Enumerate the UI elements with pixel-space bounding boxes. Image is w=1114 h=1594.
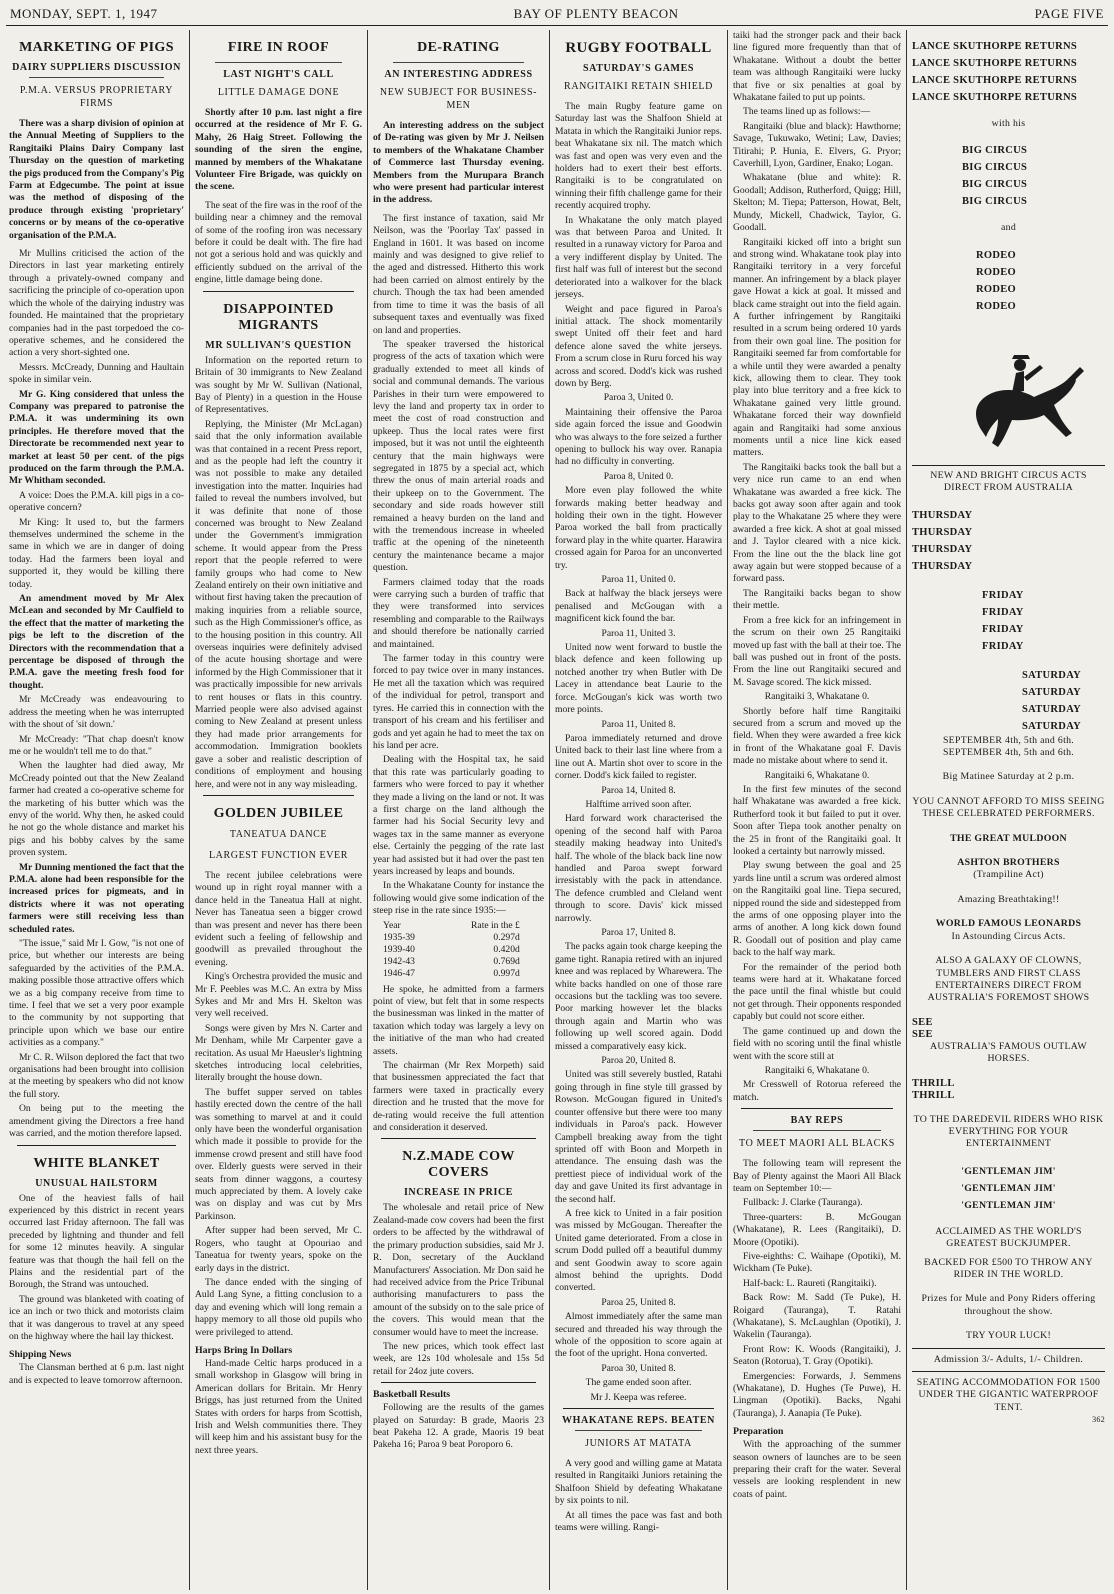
- paragraph: Weight and pace figured in Paroa's initial attack. The shock momentarily swept United off their feet and hard defence alone saved the white jerseys. From a scrum close in Ruru forced his way across and scored. Dodd's kick was rushed down by Berg.: [555, 303, 722, 389]
- paragraph: Mr Cresswell of Rotorua refereed the match.: [733, 1079, 901, 1103]
- paragraph: Emergencies: Forwards, J. Semmens (Whakatane), D. Hughes (Te Puwe), H. Lingman (Opotiki). Backs, Ngahi (Tauranga), J. Aanapia (Te Puke).: [733, 1370, 901, 1419]
- ad-dates: SEPTEMBER 4th, 5th and 6th.: [942, 747, 1075, 759]
- ad-day: SATURDAY: [1022, 686, 1081, 698]
- paragraph: From a free kick for an infringement in the scrum on their own 25 Rangitaiki moved up fast with the ball at their toe. The ball was pushed out in front of the posts. From the line out Rangitaiki secured and M. Savage scored. The kick missed.: [733, 614, 901, 688]
- score-line: Rangitaiki 3, Whakatane 0.: [764, 691, 870, 703]
- shipping-heading: Shipping News: [9, 1349, 72, 1361]
- paragraph: The recent jubilee celebrations were wound up in right royal manner with a dance held in the Taneatua Hall at night. Never has Taneatua seen a bigger crowd than was present and never has there been evident such a feeling of fellowship and goodwill as prevailed throughout the evening.: [195, 869, 362, 968]
- paragraph: A voice: Does the P.M.A. kill pigs in a co-operative concern?: [9, 489, 184, 514]
- article-title-fire: FIRE IN ROOF: [227, 40, 330, 55]
- score-line: Halftime arrived soon after.: [585, 798, 692, 810]
- score-line: Paroa 25, United 8.: [601, 1296, 676, 1308]
- paragraph: The packs again took charge keeping the game tight. Ranapia retired with an injured knee and was replaced by Wharewera. The white backs handled on one of those rare occasions but the tackling was too severe. Poor marking however let the blacks through again and Martin who was following up well scored again. Dodd missed a comparatively easy kick.: [555, 941, 722, 1052]
- circus-advertisement: [907, 30, 1110, 1590]
- article-subtitle: INCREASE IN PRICE: [403, 1187, 514, 1199]
- article-lead: Shortly after 10 p.m. last night a fire occurred at the residence of Mr F. G. Mahy, 26 Haig Street. Following the sounding of the siren the engine, manned by members of the Whakatane Volunteer Fire Brigade, was quickly on the scene.: [195, 107, 362, 193]
- article-title-migrants: DISAPPOINTED MIGRANTS: [223, 301, 334, 333]
- article-lead: An interesting address on the subject of De-rating was given by Mr J. Neilsen to members of the Whakatane Chamber of Commerce last Thursday evening. Members from the Murupara Branch who were present had particular interest in the address.: [373, 120, 544, 206]
- paragraph: Messrs. McCready, Dunning and Haultain spoke in similar vein.: [9, 361, 184, 386]
- paragraph: Mr Mullins criticised the action of the Directors in last year marketing entirely through a privately-owned company and sacrificing the principle of co-operation upon which the whole of the dairying industry was founded. He maintained that the proprietary companies had in the past torpedoed the co-operative schemes, and he considered the action a very short-sighted one.: [9, 248, 184, 359]
- paragraph: Rangitaiki (blue and black): Hawthorne; Savage, Tukuwako, Wetini; Law, Davies; Titirahi; P. Hunia, E. Elvers, G. Pryor; Caverhill, Lyon, Gardiner, Enako; Logan.: [733, 120, 901, 170]
- paragraph: Following are the results of the games played on Saturday: B grade, Maoris 23 beat Pakeha 12. A grade, Maoris 19 beat Pakeha 16; Paroa 9 beat Poroporo 6.: [373, 1402, 544, 1451]
- article-subtitle: TO MEET MAORI ALL BLACKS: [739, 1138, 895, 1150]
- divider: [753, 1130, 881, 1131]
- score-line: Paroa 3, United 0.: [603, 392, 674, 404]
- paragraph: Half-back: L. Raureti (Rangitaiki).: [743, 1277, 877, 1289]
- article-title-white-blanket: WHITE BLANKET: [33, 1155, 160, 1171]
- paragraph: Information on the reported return to Britain of 30 immigrants to New Zealand was sought by Mr W. Sullivan (National, Bay of Plenty) in a question in the House of Representatives.: [195, 354, 362, 416]
- rates-header-row: [383, 920, 520, 932]
- paragraph: Rangitaiki kicked off into a bright sun and strong wind. Whakatane took play into Rangitaiki territory in a very forceful manner. An infringement by a black player gave Howat a kick at goal. It missed and black came straight out into the field again. A further infringement by Rangitaiki resulted in a scrum being ordered 10 yards from their own goal line. The position for Rangitaiki seemed far from comfortable for a while until they were awarded a penalty kick, allowing them to clear. They took play into blue territory and a free kick to Whakatane gained very little ground. Whakatane forced their way downfield again and Rangitaiki had some anxious moments until a nice line kick eased matters.: [733, 236, 901, 459]
- ad-text: Amazing Breathtaking!!: [957, 893, 1060, 905]
- ad-see: SEE: [912, 1028, 933, 1040]
- rate-year: 1946-47: [383, 967, 415, 979]
- ad-dates: SEPTEMBER 4th, 5th and 6th.: [942, 734, 1075, 746]
- masthead: [6, 4, 1108, 26]
- rate-year: 1935-39: [383, 931, 415, 943]
- paragraph: Mr McCready was endeavouring to address the meeting when he was interrupted with the shout of 'sit down.': [9, 694, 184, 731]
- article-subtitle: TANEATUA DANCE: [229, 828, 328, 840]
- paragraph: He spoke, he admitted from a farmers point of view, but felt that in some respects the businessman was linked in the matter of taxation which today was largely a levy on the initiative of the man who had created assets.: [373, 983, 544, 1057]
- bucking-horse-icon: [976, 355, 1084, 447]
- score-line: The game ended soon after.: [585, 1377, 692, 1389]
- column-3: [368, 30, 549, 1590]
- article-title-jubilee: GOLDEN JUBILEE: [213, 805, 344, 821]
- ad-text: AUSTRALIA'S FAMOUS OUTLAW HORSES.: [930, 1040, 1087, 1065]
- ad-text: YOU CANNOT AFFORD TO MISS SEEING THESE CELEBRATED PERFORMERS.: [912, 795, 1105, 820]
- score-line: Paroa 14, United 8.: [601, 784, 676, 796]
- ad-text: In Astounding Circus Acts.: [951, 930, 1066, 942]
- paragraph: In the Whakatane County for instance the following would give some indication of the steep rise in the rate since 1935:—: [373, 880, 544, 917]
- score-line: Rangitaiki 6, Whakatane 0.: [764, 1064, 870, 1076]
- paragraph: The chairman (Mr Rex Morpeth) said that businessmen appreciated the fact that farmers were taxed in practically every direction and he trusted that the move for de-rating would receive the full attention and consideration it deserved.: [373, 1060, 544, 1134]
- ad-day: THURSDAY: [912, 526, 973, 538]
- paragraph: "The issue," said Mr I. Gow, "is not one of price, but whether our interests are being safeguarded by the activities of the P.M.A. making possible those attractive offers which we as a big company receive from time to time. I feel that we set a very poor example to the community by not supporting that principle upon which we base our entire activities as a company.": [9, 938, 184, 1049]
- paragraph: United was still severely bustled, Ratahi going through in fine style till grassed by Rowson. McGougan figured in United's counter offensive but there were too many individuals in Paroa's pack. However Campbell breaking away from the tight sprinted off with Boon and Morpeth in attendance. The ensuing dash was the prettiest piece of individual work of the day and gave United its first advantage in the second half.: [555, 1069, 722, 1205]
- ad-circus: BIG CIRCUS: [962, 145, 1028, 157]
- article-title-pigs: MARKETING OF PIGS: [19, 40, 174, 55]
- rate-value: 0.297d: [493, 931, 520, 943]
- ad-see: SEE: [912, 1016, 933, 1028]
- article-subtitle: LAST NIGHT'S CALL: [223, 69, 334, 80]
- article-subtitle: LITTLE DAMAGE DONE: [217, 87, 340, 98]
- ad-performer: 'GENTLEMAN JIM': [961, 1199, 1056, 1211]
- ad-performer: 'GENTLEMAN JIM': [961, 1182, 1056, 1194]
- score-line: Paroa 11, United 8.: [601, 718, 676, 730]
- paragraph: Farmers claimed today that the roads were carrying such a burden of traffic that they were transformed into services resembling and comparable to the Railways and should therefore be nationally carried and maintained.: [373, 576, 544, 650]
- rates-table: [383, 920, 520, 980]
- article-subtitle: MR SULLIVAN'S QUESTION: [205, 339, 352, 351]
- paragraph: The buffet supper served on tables hastily erected down the centre of the hall was something to marvel at and it could only have been the wonderful organisation which made it possible to provide for the immense crowd present and still have food over. Elderly guests were served in their seats from dinner waggons, a courtesy much appreciated by them. A lovely cake was on display and was cut by Mrs Parkinson.: [195, 1086, 362, 1222]
- ad-day: THURSDAY: [912, 560, 973, 572]
- article-subtitle: SATURDAY'S GAMES: [582, 63, 694, 74]
- ad-code: 362: [1092, 1415, 1105, 1425]
- article-title-rugby: RUGBY FOOTBALL: [565, 40, 712, 56]
- paragraph: Shortly before half time Rangitaiki secured from a scrum and moved up the field. When they were awarded a free kick in front of the Whakatane goal F. Davis made no mistake about where to send it.: [733, 705, 901, 767]
- paragraph: In Whakatane the only match played was that between Paroa and United. It resulted in a runaway victory for Paroa and a very indifferent display by United. The first half was full of interest but the second deteriorated into a walkover for the black jerseys.: [555, 214, 722, 301]
- paragraph: Songs were given by Mrs N. Carter and Mr Denham, while Mr Carpenter gave a recitation. As usual Mr Haeusler's lightning sketches introducing local celebrities, literally brought the house down.: [195, 1022, 362, 1084]
- divider: [381, 1138, 536, 1139]
- paragraph: The Clansman berthed at 6 p.m. last night and is expected to leave tomorrow afternoon.: [9, 1362, 184, 1386]
- ad-text: BACKED FOR £500 TO THROW ANY RIDER IN THE WORLD.: [924, 1256, 1093, 1280]
- paragraph: The ground was blanketed with coating of ice an inch or two thick and motorists claim that it was dangerous to travel at any speed on the highway where the hail lay thickest.: [9, 1293, 184, 1342]
- harps-heading: Harps Bring In Dollars: [195, 1344, 293, 1356]
- paragraph: The wholesale and retail price of New Zealand-made cow covers had been the first orders to be affected by the withdrawal of the primary production subsidies, said Mr J. R. Don, secretary of the Auckland Manufacturers' Association. Mr Don said he had received advice from the Price Tribunal authorising manufacturers to pass the amount of the subsidy on to the sale price of the covers. This would mean that the consumer would have to meet the increase.: [373, 1202, 544, 1338]
- ad-circus: BIG CIRCUS: [962, 179, 1028, 191]
- column-1: [4, 30, 189, 1590]
- ad-text: Prizes for Mule and Pony Riders offering throughout the show.: [921, 1293, 1096, 1317]
- rate-year: 1939-40: [383, 943, 415, 955]
- article-title-bay-reps: BAY REPS: [790, 1115, 844, 1127]
- score-line: Mr J. Keepa was referee.: [590, 1391, 687, 1403]
- ad-headline: LANCE SKUTHORPE RETURNS: [912, 41, 1078, 52]
- column-2: [190, 30, 367, 1590]
- article-title-cow-covers: N.Z.MADE COW COVERS: [402, 1149, 515, 1181]
- ad-rodeo: RODEO: [976, 283, 1017, 295]
- divider: [912, 465, 1105, 466]
- rate-value: 0.997d: [493, 967, 520, 979]
- paragraph: Maintaining their offensive the Paroa side again forced the issue and Goodwin who was always to the fore seized a further opening to bullock his way over. Ranapia had no difficulty in converting.: [555, 406, 722, 468]
- paragraph: Fullback: J. Clarke (Tauranga).: [743, 1197, 863, 1209]
- article-subtitle: JUNIORS AT MATATA: [585, 1438, 692, 1450]
- paragraph: The farmer today in this country were forced to pay twice over in many instances. He met all the taxation which was required of the individual for petrol, transport and tyres. He carried this in connection with the transport of his cream and his fertiliser and gods and yet again he had to meet the tax on his land per acre.: [373, 653, 544, 751]
- paragraph: The Rangitaiki backs began to show their mettle.: [733, 587, 901, 612]
- ad-text: and: [1000, 222, 1017, 234]
- ad-day: FRIDAY: [982, 606, 1024, 618]
- ad-day: THURSDAY: [912, 543, 973, 555]
- ad-rodeo: RODEO: [976, 249, 1017, 261]
- rates-header-year: Year: [383, 919, 401, 931]
- paragraph: The seat of the fire was in the roof of the building near a chimney and the removal of some of the roofing iron was necessary before it could be dealt with. The fire had not got a serious hold and was quickly and efficiently subdued on the arrival of the engine, little damage being done.: [195, 199, 362, 286]
- divider: [203, 795, 354, 796]
- score-line: Rangitaiki 6, Whakatane 0.: [764, 769, 870, 781]
- masthead-page: PAGE FIVE: [1034, 6, 1104, 21]
- paragraph: For the remainder of the period both teams were hard at it. Whakatane forced the pace until the final whistle but could not get through. Their opponents responded capably but could not score either.: [733, 961, 901, 1023]
- columns: [4, 30, 1110, 1590]
- paragraph: Mr King: It used to, but the farmers themselves undermined the scheme in the same in which we are in danger of doing today. Had the farmers been loyal and supported it, they would be killing there today.: [9, 516, 184, 590]
- ad-seating: SEATING ACCOMMODATION FOR 1500 UNDER THE GIGANTIC WATERPROOF TENT.: [916, 1377, 1101, 1413]
- column-5: [728, 30, 906, 1590]
- divider: [381, 1382, 536, 1383]
- masthead-date: MONDAY, SEPT. 1, 1947: [10, 6, 158, 21]
- ad-text: TRY YOUR LUCK!: [965, 1330, 1052, 1342]
- paragraph: King's Orchestra provided the music and Mr F. Peebles was M.C. An extra by Miss Sykes and Mr and Mrs H. Skelton was very well received.: [195, 971, 362, 1020]
- paragraph: After supper had been served, Mr C. Rogers, who taught at Opouriao and Taneatua for twenty years, spoke on the early days in the district.: [195, 1225, 362, 1274]
- ad-text: ALSO A GALAXY OF CLOWNS, TUMBLERS AND FIRST CLASS ENTERTAINERS DIRECT FROM AUSTRALIA'S FOREMOST SHOWS: [927, 955, 1090, 1004]
- paragraph: Mr C. R. Wilson deplored the fact that two organisations had been brought into collision at the meeting by speakers who did not know the full story.: [9, 1051, 184, 1100]
- score-line: Paroa 8, United 0.: [603, 470, 674, 482]
- paragraph: When the laughter had died away, Mr McCready pointed out that the New Zealand farmer had created a co-operative scheme for the marketing of his butter which was the envy of the world. Why then, he asked could he not go the whole distance and market his pigs and his bobby calves by the same proven system.: [9, 760, 184, 859]
- preparation-heading: Preparation: [733, 1426, 784, 1438]
- ad-admission: Admission 3/- Adults, 1/- Children.: [933, 1353, 1084, 1365]
- paragraph: In the first few minutes of the second half Whakatane was awarded a free kick. Rutherford took it but failed to put it over. Soon after Tiepa took another penalty on the 25 in front of the Rangitaiki goal. It looked a certainty but narrowly missed.: [733, 783, 901, 857]
- divider: [741, 1108, 893, 1109]
- paragraph: Front Row: K. Woods (Rangitaiki), J. Seaton (Rotorua), T. Gray (Opotiki).: [733, 1343, 901, 1368]
- rate-value: 0.769d: [493, 955, 520, 967]
- table-row: [383, 956, 520, 968]
- ad-day: FRIDAY: [982, 589, 1024, 601]
- ad-day: SATURDAY: [1022, 669, 1081, 681]
- paragraph: More even play followed the white forwards making better headway and holding their own in the tight. However Paroa worked the ball from practically forward play in the white quarter. Harawira crossed again for Paroa for an unconverted try.: [555, 485, 722, 571]
- ad-rodeo: RODEO: [976, 300, 1017, 312]
- paragraph: Whakatane (blue and white): R. Goodall; Addison, Rutherford, Quigg; Hill, Skelton; M. Tiepa; Patterson, Howat, Belt, Mundy, Mickell, Chadwick, Taylor, G. Goodall.: [733, 172, 901, 234]
- rate-value: 0.420d: [493, 943, 520, 955]
- ad-headline: LANCE SKUTHORPE RETURNS: [912, 58, 1078, 69]
- paragraph: An amendment moved by Mr Alex McLean and seconded by Mr Caulfield to the effect that the matter of marketing the pigs be left to the discretion of the Directors with the recommendation that a percentage be disposed of through the P.M.A. gave the meeting fresh food for thought.: [9, 593, 184, 691]
- ad-text: Big Matinee Saturday at 2 p.m.: [942, 771, 1075, 783]
- paragraph: On being put to the meeting the amendment giving the Directors a free hand was carried, and the motion therefore lapsed.: [9, 1103, 184, 1140]
- paragraph: Mr G. King considered that unless the Company was prepared to patronise the P.M.A. it was undermining its own principles. He therefore moved that the Directorate be recommended next year to market at least 50 per cent. of the pigs produced on the farm through the P.M.A. Mr Whitham seconded.: [9, 388, 184, 487]
- paragraph: The Rangitaiki backs took the ball but a very nice run came to an end when Whakatane was awarded a free kick. The backs got away soon after again and took play to the Whakatane 25 where they were awarded a free kick. A shot at goal missed and J. Taylor cleared with a nice kick. From the line out the the black line got away again but were stopped because of a forward pass.: [733, 461, 901, 585]
- paragraph: Mr McCready: "That chap doesn't know me or he wouldn't tell me to do that.": [9, 733, 184, 757]
- ad-thrill: THRILL: [912, 1077, 955, 1089]
- ad-day: THURSDAY: [912, 509, 973, 521]
- ad-thrill: THRILL: [912, 1089, 955, 1101]
- paragraph: One of the heaviest falls of hail experienced by this district in recent years occurred last Friday afternoon. The fall was preceded by lightning and thunder and fell for some 12 minutes heavily. A singular feature was that though the hail fell on the Plains and the residential part of the Borough, the Strand was untouched.: [9, 1192, 184, 1291]
- ad-text: ACCLAIMED AS THE WORLD'S GREATEST BUCKJUMPER.: [935, 1225, 1082, 1250]
- paragraph: With the approaching of the summer season owners of launches are to be seen preparing their craft for the water. Several vessels are looking resplendent in new coats of paint.: [733, 1439, 901, 1500]
- ad-rodeo: RODEO: [976, 266, 1017, 278]
- ad-circus: BIG CIRCUS: [962, 196, 1028, 208]
- paragraph: At all times the pace was fast and both teams were willing. Rangi-: [555, 1509, 722, 1534]
- paragraph: A free kick to United in a fair position was missed by McGougan. Thereafter the United game deteriorated. From a close in scrum Dodd pulled off a beautiful dummy and sent Goodwin away to score again almost behind the uprights. Dodd converted.: [555, 1207, 722, 1294]
- article-subtitle: AN INTERESTING ADDRESS: [384, 69, 533, 80]
- article-title-derating: DE-RATING: [417, 40, 500, 55]
- paragraph: The speaker traversed the historical progress of the acts of taxation which were gradually extended to meet all kinds of social and communal demands. The various Parishes in their turn were empowered to levy the land and property tax in order to meet the cost of road construction and upkeep. Thus the local rates were first imposed, but it was not until the eighteenth century that the main highways were segregated in 1875 by a special act, which threw the onus of main arterial roads and their upkeep on to the Government. The secondary and side roads however still remained a heavy burden on the land and with the tremendous increase in wheeled traffic at the opening of the nineteenth century the maintenance became a major question.: [373, 338, 544, 574]
- ad-day: FRIDAY: [982, 623, 1024, 635]
- score-line: Paroa 17, United 8.: [601, 927, 676, 938]
- paragraph: Paroa immediately returned and drove United back to their last line where from a line out A. Martin shot over to score in the corner. Dodd's kick failed to register.: [555, 732, 722, 782]
- paragraph: Mr Dunning mentioned the fact that the P.M.A. alone had been responsible for the increased prices for pigmeats, and in districts where it was not operating farmers were still receiving less than scheduled rates.: [9, 861, 184, 935]
- paragraph: The main Rugby feature game on Saturday last was the Shalfoon Shield at Matata in which the Rangitaiki Junior reps. beat Whakatane six nil. The match which was fast and open was very even and the holders had to exert their best efforts. Rangitaiki is to be congratulated on winning their fifth challenge game for their recently acquired trophy.: [555, 101, 722, 212]
- paragraph: The new prices, which took effect last week, are 12s 10d wholesale and 15s 5d retail for 24oz jute covers.: [373, 1340, 544, 1377]
- paragraph: Dealing with the Hospital tax, he said that this rate was particularly goading to farmers who were forced to pay it whether they made a living on the land or not. It was a first charge on the land although the farmer had his Social Security levy and wages tax in the same manner as everyone else. Certainly the pegging of the rate last year had assisted but it had over the past ten years increased by leaps and bounds.: [373, 754, 544, 877]
- rate-year: 1942-43: [383, 955, 415, 967]
- paragraph: Back Row: M. Sadd (Te Puke), H. Roigard (Tauranga), T. Ratahi (Whakatane), S. McLaughlan (Opotiki), J. Wakelin (Tauranga).: [733, 1292, 901, 1341]
- divider: [575, 1430, 702, 1431]
- ad-headline: LANCE SKUTHORPE RETURNS: [912, 92, 1078, 103]
- ad-performer: THE GREAT MULDOON: [950, 832, 1067, 844]
- paragraph: Replying, the Minister (Mr McLagan) said that the only information available was that contained in a recent Press report, and as the people had left the country it was not possible to make any detailed investigation into the matter. Inquiries had failed to reveal the numbers involved, but it was definite that none of those concerned was brought to New Zealand under the Government's immigration scheme. It would appear from the Press report that the people referred to were family groups who had come to New Zealand entirely on their own initiative and without first having taken the precaution of making inquiries from a reliable source, such as the High Commissioner's office, as to the housing position in this country. All overseas inquiries were definitely advised of the acute housing shortage and were informed by the High Commissioner that it was practically impossible for new arrivals to rent houses or flats in this country. Married people were also advised against coming to New Zealand at present unless they had made prior arrangements for accommodation. Immigration booklets gave a sober and realistic description of conditions of employment and housing here, and were not in any way misleading.: [195, 418, 362, 790]
- ad-text: (Trampiline Act): [973, 869, 1044, 881]
- divider: [29, 77, 164, 78]
- paragraph: The teams lined up as follows:—: [743, 106, 871, 118]
- divider: [203, 291, 354, 292]
- score-line: Paroa 11, United 0.: [601, 574, 676, 586]
- basketball-heading: Basketball Results: [373, 1389, 451, 1401]
- rates-header-rate: Rate in the £: [471, 919, 520, 931]
- ad-performer: ASHTON BROTHERS: [957, 857, 1060, 869]
- masthead-title: BAY OF PLENTY BEACON: [513, 6, 679, 21]
- ad-performer: WORLD FAMOUS LEONARDS: [935, 918, 1082, 930]
- paragraph: The game continued up and down the field with no scoring until the final whistle went with the score still at: [733, 1025, 901, 1062]
- table-row: [383, 932, 520, 944]
- article-lead: There was a sharp division of opinion at the Annual Meeting of Suppliers to the Rangitaiki Plains Dairy Company last Thursday on the question of marketing the pigs produced from the Company's Pig Farm at Edgecumbe. The point at issue was the method of disposing of the produce through existing 'proprietary' concerns or by means of the co-operative organisation of the P.M.A.: [9, 118, 185, 241]
- table-row: [383, 968, 520, 980]
- rodeo-rider-illustration: [912, 321, 1102, 461]
- article-subtitle: UNUSUAL HAILSTORM: [35, 1177, 158, 1189]
- ad-circus: BIG CIRCUS: [962, 162, 1028, 174]
- paragraph: A very good and willing game at Matata resulted in Rangitaiki Juniors retaining the Shalfoon Shield by defeating Whakatane by six points to nil.: [555, 1458, 722, 1507]
- ad-day: SATURDAY: [1022, 720, 1081, 732]
- divider: [912, 1348, 1105, 1349]
- divider: [912, 1371, 1105, 1372]
- article-subtitle: LARGEST FUNCTION EVER: [208, 849, 349, 861]
- ad-day: SATURDAY: [1022, 703, 1081, 715]
- score-line: Paroa 30, United 8.: [601, 1362, 676, 1374]
- ad-text: TO THE DAREDEVIL RIDERS WHO RISK EVERYTHING FOR YOUR ENTERTAINMENT: [913, 1113, 1104, 1150]
- divider: [393, 62, 524, 63]
- paragraph: Five-eighths: C. Waihape (Opotiki), M. Wickham (Te Puke).: [733, 1250, 901, 1275]
- paragraph: Back at halfway the black jerseys were penalised and McGougan with a magnificent kick found the bar.: [555, 588, 722, 625]
- ad-headline: LANCE SKUTHORPE RETURNS: [912, 75, 1078, 86]
- paragraph: Play swung between the goal and 25 yards line until a scrum was ordered almost on the Rangitaiki goal line. Tiepa secured, nipped round the side and sidestepped from the arms of one opposing player into the arms of another. A long kick down found R. Goodall out of position and play came back to the half way mark.: [733, 860, 901, 959]
- divider: [17, 1145, 176, 1146]
- article-subtitle: NEW SUBJECT FOR BUSINESS-MEN: [379, 87, 538, 111]
- table-row: [383, 944, 520, 956]
- article-subtitle: DAIRY SUPPLIERS DISCUSSION: [12, 62, 181, 73]
- ad-text: with his: [991, 118, 1026, 129]
- column-4: [550, 30, 727, 1590]
- score-line: Paroa 11, United 3.: [601, 627, 676, 639]
- ad-performer: 'GENTLEMAN JIM': [961, 1165, 1056, 1177]
- article-subtitle: RANGITAIKI RETAIN SHIELD: [564, 81, 713, 92]
- paragraph: taiki had the stronger pack and their back line figured more frequently than that of Whakatane. Without a doubt the better team was although Rangitaiki were lucky that five or six penalties at goal by Whakatane failed to put up points.: [733, 30, 901, 104]
- paragraph: Hand-made Celtic harps produced in a small workshop in Glasgow will bring in American dollars for Britain. Mr Henry Briggs, has just returned from the United States with orders for harps from Scottish, Irish and Welsh communities there. They will keep him and his assistant busy for the next three years.: [195, 1357, 362, 1456]
- ad-day: FRIDAY: [982, 640, 1024, 652]
- divider: [215, 62, 342, 63]
- paragraph: Almost immediately after the same man secured and threaded his way through the whole of the opposition to score again at the foot of the upright. Hona converted.: [555, 1311, 722, 1360]
- article-title-whakatane-beaten: WHAKATANE REPS. BEATEN: [562, 1415, 715, 1427]
- score-line: Paroa 20, United 8.: [601, 1055, 676, 1067]
- paragraph: Three-quarters: B. McGougan (Whakatane), R. Lees (Rangitaiki), D. Moore (Opotiki).: [733, 1211, 901, 1248]
- paragraph: Hard forward work characterised the opening of the second half with Paroa steadily making headway into United's half. The whole of the black back line now handled and Paroa swept forward irresistably with the pack in attendance. The defence crumbled and Cleland went through to score. Davis' kick missed narrowly.: [555, 813, 722, 924]
- ad-text: NEW AND BRIGHT CIRCUS ACTS DIRECT FROM AUSTRALIA: [930, 469, 1087, 494]
- article-subtitle: P.M.A. VERSUS PROPRIETARY FIRMS: [19, 85, 174, 109]
- paragraph: The following team will represent the Bay of Plenty against the Maori All Black team on September 10:—: [733, 1158, 901, 1194]
- paragraph: The dance ended with the singing of Auld Lang Syne, a fitting conclusion to a day and evening which will long remain a happy memory to all those old pupils who were privileged to attend.: [195, 1276, 362, 1338]
- paragraph: The first instance of taxation, said Mr Neilson, was the 'Poorlay Tax' passed in England in 1601. It was based on income mainly and was designed to give relief to the aged and distressed. Hitherto this work had been carried on almost entirely by the church. Though the tax had been amended from time to time it was the basis of all subsequent taxes and eventually was fixed on land and properties.: [373, 212, 544, 336]
- paragraph: United now went forward to bustle the black defence and keen following up notched another try when Butler with De Lacey in attendance beat Laurie to the force. McGougan's kick was worth two more points.: [555, 642, 722, 716]
- divider: [563, 1408, 714, 1409]
